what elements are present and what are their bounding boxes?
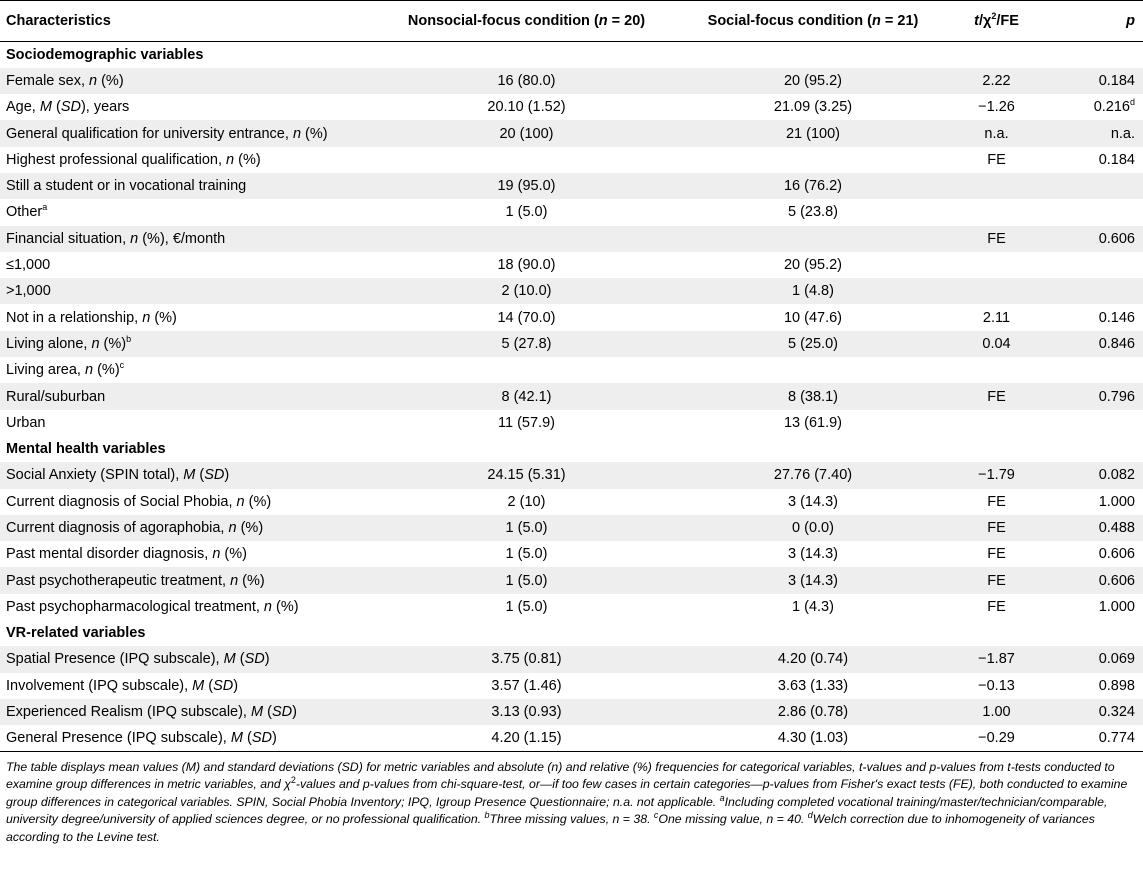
row-label: >1,000 xyxy=(0,278,370,304)
nonsocial-value: 5 (27.8) xyxy=(370,331,683,357)
p-value: 1.000 xyxy=(1098,493,1135,510)
p-value xyxy=(1050,173,1143,199)
p-value: 0.846 xyxy=(1050,331,1143,357)
test-statistic: 0.04 xyxy=(943,331,1050,357)
table-row xyxy=(0,725,1143,751)
section-header-row xyxy=(0,436,1143,462)
test-statistic: FE xyxy=(987,598,1006,615)
social-value: 13 (61.9) xyxy=(783,414,843,431)
test-statistic: FE xyxy=(943,383,1050,409)
social-value: 3 (14.3) xyxy=(788,546,838,563)
nonsocial-value: 1 (5.0) xyxy=(370,567,683,593)
table-footnote: The table displays mean values (M) and standard deviations (SD) for metric variables and absolute (n) and relative (%) frequencies for categorical variables, t-values and p-values from t-tests conducted to examine group differences in metric variables, and $\chi^2$-values and p-values from chi-square-test, or—if too few cases in certain categories—p-values from Fisher's exact tests (FE), both conducted to examine group differences in categorical variables. SPIN, Social Phobia Inventory; IPQ, Igroup Presence Questionnaire; n.a. not applicable. $^a$Including completed vocational training/master/technician/comparable, university degree/university of applied sciences degree, or no professional qualification. $^b$Three missing values, n = 38. $^c$One missing value, n = 40. $^d$Welch correction due to inhomogeneity of variances according to the Levine test. xyxy=(6,760,1128,844)
social-value: 0 (0.0) xyxy=(683,515,943,541)
table-body xyxy=(0,42,1143,752)
test-statistic: 2.22 xyxy=(943,68,1050,94)
social-value: 20 (95.2) xyxy=(783,257,843,274)
p-value: 0.606 xyxy=(1050,226,1143,252)
p-value: 1.000 xyxy=(1098,598,1135,615)
row-label: Urban xyxy=(6,414,46,431)
nonsocial-value: 2 (10.0) xyxy=(370,278,683,304)
row-label: ≤1,000 xyxy=(6,257,51,274)
nonsocial-value: 3.75 (0.81) xyxy=(370,646,683,672)
header-nonsocial: Nonsocial-focus condition (n = 20) xyxy=(370,1,683,42)
nonsocial-value xyxy=(370,226,683,252)
test-statistic xyxy=(943,357,1050,383)
p-value: 0.796 xyxy=(1050,383,1143,409)
row-label: Rural/suburban xyxy=(0,383,370,409)
table-row xyxy=(0,226,1143,252)
test-statistic: 1.00 xyxy=(943,699,1050,725)
table-row xyxy=(0,278,1143,304)
row-label: Other$^a$ xyxy=(6,202,48,221)
nonsocial-value: 4.20 (1.15) xyxy=(370,725,683,751)
table-row xyxy=(0,541,1143,567)
social-value: 3.63 (1.33) xyxy=(777,677,849,694)
nonsocial-value: 3.57 (1.46) xyxy=(491,677,562,694)
table-row xyxy=(0,594,1143,620)
social-value xyxy=(683,226,943,252)
table-row xyxy=(0,567,1143,593)
row-label: Social Anxiety (SPIN total), M (SD) xyxy=(0,462,370,488)
table-row xyxy=(0,489,1143,515)
table-row xyxy=(0,94,1143,120)
test-statistic xyxy=(943,410,1050,436)
p-value: 0.082 xyxy=(1050,462,1143,488)
nonsocial-value: 14 (70.0) xyxy=(497,309,556,326)
row-label: Past mental disorder diagnosis, n (%) xyxy=(6,546,247,563)
table-row xyxy=(0,383,1143,409)
social-value xyxy=(683,357,943,383)
table-row xyxy=(0,331,1143,357)
test-statistic: FE xyxy=(987,546,1006,563)
test-statistic xyxy=(943,278,1050,304)
p-value xyxy=(1050,199,1143,225)
table-row xyxy=(0,199,1143,225)
nonsocial-value: 19 (95.0) xyxy=(370,173,683,199)
table-row xyxy=(0,252,1143,278)
test-statistic: −1.26 xyxy=(978,99,1015,116)
row-label: Involvement (IPQ subscale), M (SD) xyxy=(6,677,239,694)
social-value: 16 (76.2) xyxy=(683,173,943,199)
table-header-row xyxy=(0,1,1143,42)
table-row xyxy=(0,699,1143,725)
table-row xyxy=(0,646,1143,672)
p-value: 0.184 xyxy=(1098,151,1135,168)
nonsocial-value: 1 (5.0) xyxy=(505,204,548,221)
social-value: 2.86 (0.78) xyxy=(683,699,943,725)
row-label: Female sex, n (%) xyxy=(0,68,370,94)
p-value: 0.898 xyxy=(1098,677,1135,694)
social-value: 8 (38.1) xyxy=(683,383,943,409)
test-statistic: FE xyxy=(943,515,1050,541)
test-statistic: FE xyxy=(943,226,1050,252)
table-row xyxy=(0,410,1143,436)
row-label: General qualification for university entrance, n (%) xyxy=(0,120,370,146)
section-title: Sociodemographic variables xyxy=(6,46,204,63)
table-row xyxy=(0,357,1143,383)
nonsocial-value: 1 (5.0) xyxy=(370,515,683,541)
nonsocial-value: 20.10 (1.52) xyxy=(487,99,566,116)
table-row xyxy=(0,147,1143,173)
row-label: Current diagnosis of agoraphobia, n (%) xyxy=(0,515,370,541)
nonsocial-value xyxy=(370,357,683,383)
row-label: Not in a relationship, n (%) xyxy=(6,309,177,326)
p-value: 0.069 xyxy=(1050,646,1143,672)
p-value xyxy=(1050,252,1143,278)
header-test-statistic: $t/\chi^2/FE$ xyxy=(943,1,1050,42)
test-statistic: −1.79 xyxy=(943,462,1050,488)
test-statistic: FE xyxy=(987,493,1006,510)
row-label: Age, M (SD), years xyxy=(6,99,130,116)
row-label: Past psychopharmacological treatment, n (%) xyxy=(6,598,299,615)
p-value: 0.774 xyxy=(1050,725,1143,751)
table-row xyxy=(0,515,1143,541)
table-row xyxy=(0,673,1143,699)
table-row xyxy=(0,120,1143,146)
section-header-row xyxy=(0,42,1143,68)
table-row xyxy=(0,173,1143,199)
table-row xyxy=(0,68,1143,94)
social-value: 3 (14.3) xyxy=(683,567,943,593)
p-value: 0.184 xyxy=(1050,68,1143,94)
social-value: 5 (23.8) xyxy=(788,204,838,221)
row-label: Living area, n (%)$^c$ xyxy=(6,360,125,379)
p-value: 0.146 xyxy=(1098,309,1135,326)
test-statistic: FE xyxy=(987,151,1006,168)
nonsocial-value: 1 (5.0) xyxy=(505,546,548,563)
test-statistic: −0.13 xyxy=(978,677,1015,694)
nonsocial-value xyxy=(370,147,683,173)
social-value: 3 (14.3) xyxy=(788,493,838,510)
row-label: Spatial Presence (IPQ subscale), M (SD) xyxy=(0,646,370,672)
nonsocial-value: 8 (42.1) xyxy=(370,383,683,409)
nonsocial-value: 3.13 (0.93) xyxy=(370,699,683,725)
social-value xyxy=(683,147,943,173)
social-value: 27.76 (7.40) xyxy=(683,462,943,488)
test-statistic xyxy=(943,199,1050,225)
p-value: 0.216$^d$ xyxy=(1093,97,1135,116)
nonsocial-value: 1 (5.0) xyxy=(505,598,548,615)
p-value: 0.324 xyxy=(1050,699,1143,725)
test-statistic xyxy=(943,173,1050,199)
social-value: 5 (25.0) xyxy=(683,331,943,357)
social-value: 21 (100) xyxy=(683,120,943,146)
social-value: 10 (47.6) xyxy=(783,309,843,326)
section-title: Mental health variables xyxy=(6,441,166,458)
social-value: 20 (95.2) xyxy=(683,68,943,94)
nonsocial-value: 2 (10) xyxy=(507,493,546,510)
header-p-value: p xyxy=(1050,1,1143,42)
nonsocial-value: 11 (57.9) xyxy=(498,414,555,431)
p-value xyxy=(1050,410,1143,436)
p-value xyxy=(1050,357,1143,383)
p-value: 0.488 xyxy=(1050,515,1143,541)
section-title: VR-related variables xyxy=(6,625,146,642)
row-label: Current diagnosis of Social Phobia, n (%) xyxy=(6,493,272,510)
row-label: Living alone, n (%)$^b$ xyxy=(0,331,370,357)
table-row xyxy=(0,462,1143,488)
social-value: 4.30 (1.03) xyxy=(683,725,943,751)
row-label: Highest professional qualification, n (%) xyxy=(6,151,261,168)
p-value: 0.606 xyxy=(1050,567,1143,593)
test-statistic: FE xyxy=(943,567,1050,593)
p-value: n.a. xyxy=(1050,120,1143,146)
test-statistic: −1.87 xyxy=(943,646,1050,672)
table-row xyxy=(0,304,1143,330)
test-statistic xyxy=(943,252,1050,278)
section-header-row xyxy=(0,620,1143,646)
social-value: 21.09 (3.25) xyxy=(773,99,853,116)
nonsocial-value: 18 (90.0) xyxy=(497,257,556,274)
test-statistic: n.a. xyxy=(943,120,1050,146)
social-value: 1 (4.8) xyxy=(683,278,943,304)
row-label: Experienced Realism (IPQ subscale), M (SD) xyxy=(0,699,370,725)
social-value: 1 (4.3) xyxy=(792,598,834,615)
nonsocial-value: 20 (100) xyxy=(370,120,683,146)
header-social: Social-focus condition (n = 21) xyxy=(683,1,943,42)
row-label: Financial situation, n (%), €/month xyxy=(0,226,370,252)
nonsocial-value: 16 (80.0) xyxy=(370,68,683,94)
nonsocial-value: 24.15 (5.31) xyxy=(370,462,683,488)
p-value xyxy=(1050,278,1143,304)
p-value: 0.606 xyxy=(1098,546,1135,563)
row-label: General Presence (IPQ subscale), M (SD) xyxy=(0,725,370,751)
row-label: Still a student or in vocational training xyxy=(0,173,370,199)
header-characteristics: Characteristics xyxy=(0,1,370,42)
social-value: 4.20 (0.74) xyxy=(683,646,943,672)
row-label: Past psychotherapeutic treatment, n (%) xyxy=(0,567,370,593)
test-statistic: −0.29 xyxy=(943,725,1050,751)
test-statistic: 2.11 xyxy=(982,309,1011,326)
